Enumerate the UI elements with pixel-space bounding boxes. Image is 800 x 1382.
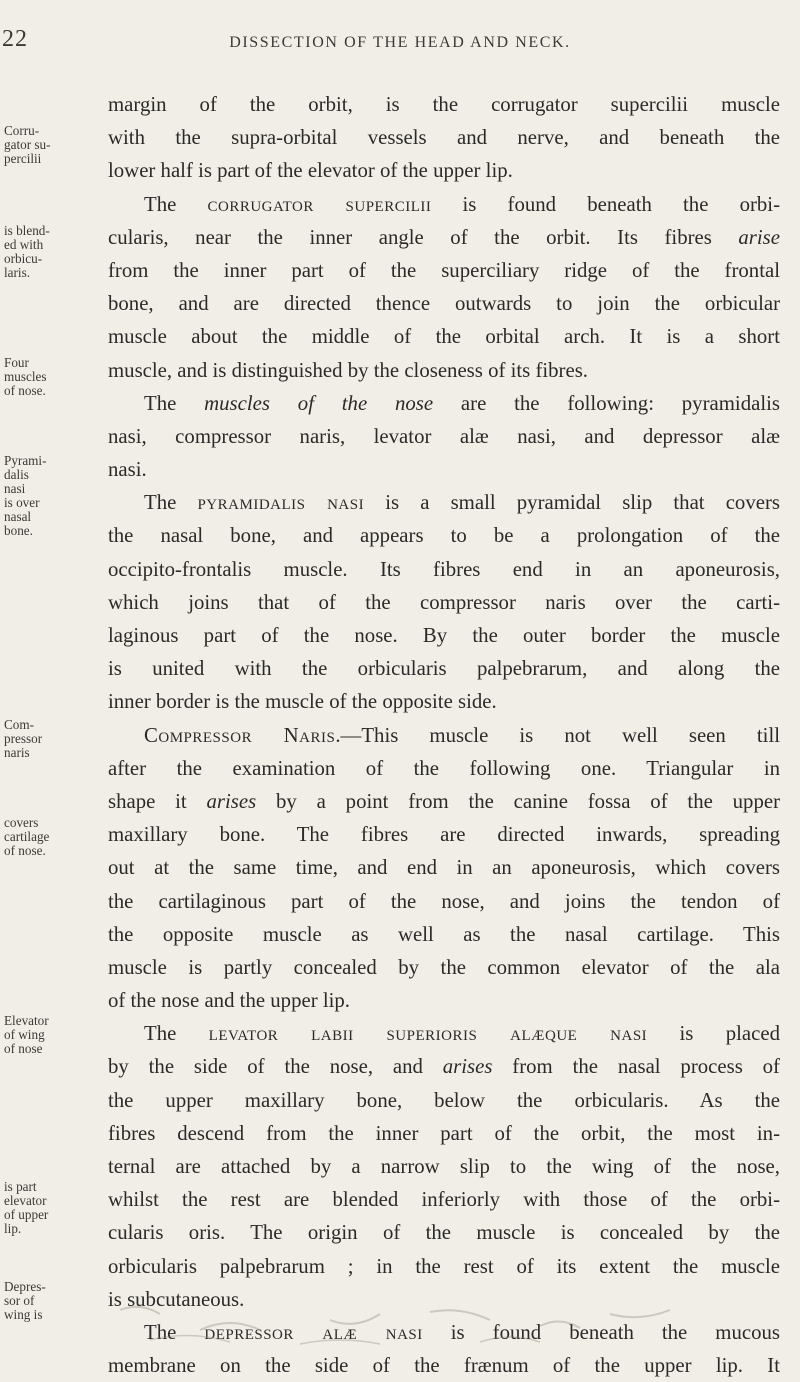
text-run: out at the same time, and end in an aponeurosis, which covers [108,856,780,880]
text-line [108,486,780,519]
text-line [108,387,780,420]
margin-note-depressor: Depres- sor of wing is [4,1279,46,1322]
text-line [108,652,780,685]
text-line [108,586,780,619]
small-caps-term: depressor alæ nasi [204,1320,423,1344]
text-run: are the following: pyramidalis [433,391,780,415]
text-line [108,154,780,187]
text-run: lower half is part of the elevator of the upper lip. [108,159,513,183]
italic-term: arises [442,1055,493,1079]
text-run: orbicularis palpebrarum ; in the rest of its extent the muscle [108,1254,780,1278]
running-head: DISSECTION OF THE HEAD AND NECK. [229,34,571,51]
margin-note-pyramidalis: Pyrami- dalis nasi is over nasal bone. [4,453,47,538]
text-line [108,1084,780,1117]
text-run: the nasal bone, and appears to be a prolongation of the [108,524,780,548]
text-line [108,1017,780,1050]
text-run: bone, and are directed thence outwards to join the orbicular [108,292,780,316]
text-run: after the examination of the following one. Triangular in [108,756,780,780]
text-line [108,1150,780,1183]
small-caps-term: Compressor Naris [144,723,336,747]
text-line [108,752,780,785]
text-run: occipito-frontalis muscle. Its fibres end in an aponeurosis, [108,557,780,581]
text-line [108,818,780,851]
text-run: is found beneath the orbi- [431,192,780,216]
text-run: is found beneath the mucous [422,1320,781,1344]
text-run: cularis oris. The origin of the muscle is concealed by the [108,1221,780,1245]
text-line [108,1250,780,1283]
text-line [108,453,780,486]
text-run: maxillary bone. The fibres are directed inwards, spreading [108,823,780,847]
text-run: the cartilaginous part of the nose, and joins the tendon of [108,889,780,913]
text-line [108,320,780,353]
text-run: The [144,1320,205,1344]
text-run: of the nose and the upper lip. [108,989,350,1013]
margin-note-blended: is blend- ed with orbicu- laris. [4,223,50,280]
text-run: ternal are attached by a narrow slip to the wing of the nose, [108,1155,780,1178]
text-run: from the inner part of the superciliary ridge of the frontal [108,258,780,282]
body-text [108,88,780,1382]
text-line [108,1183,780,1216]
margin-note-covers-cartilage: covers cartilage of nose. [4,815,50,858]
text-line [108,951,780,984]
text-run: membrane on the side of the frænum of the upper lip. It [108,1354,780,1378]
text-line [108,553,780,586]
text-run: the opposite muscle as well as the nasal cartilage. This [108,922,780,946]
text-run: fibres descend from the inner part of the orbit, the most in- [108,1121,780,1145]
text-line [108,354,780,387]
text-run: whilst the rest are blended inferiorly with those of the orbi- [108,1188,780,1212]
text-run: is a small pyramidal slip that covers [364,491,780,515]
text-line [108,1050,780,1083]
text-run: is subcutaneous. [108,1287,245,1311]
text-run: muscle about the middle of the orbital arch. It is a short [108,325,780,349]
text-run: by a point from the canine fossa of the upper [256,789,780,813]
text-run: with the supra-orbital vessels and nerve, and beneath the [108,126,780,150]
text-line [108,519,780,552]
text-line [108,918,780,951]
text-run: The [144,192,208,216]
text-line [108,221,780,254]
italic-term: arises [206,789,257,813]
text-line [108,1216,780,1249]
text-line [108,121,780,154]
text-run: from the nasal process of [492,1055,780,1079]
text-run: is united with the orbicularis palpebrarum, and along the [108,657,780,681]
text-run: nasi, compressor naris, levator alæ nasi, and depressor alæ [108,424,780,448]
text-line [108,785,780,818]
text-run: nasi. [108,458,147,482]
text-run: by the side of the nose, and [108,1055,443,1079]
text-run: which joins that of the compressor naris over the carti- [108,590,780,614]
text-line [108,287,780,320]
text-line [108,685,780,718]
text-run: .—This muscle is not well seen till [335,723,780,747]
text-line [108,851,780,884]
italic-term: arise [738,225,780,249]
text-run: cularis, near the inner angle of the orbit. Its fibres [108,225,739,249]
text-run: muscle is partly concealed by the common elevator of the ala [108,955,780,979]
text-line [108,1117,780,1150]
text-run: shape it [108,789,207,813]
margin-note-elevator-lip: is part elevator of upper lip. [4,1179,49,1236]
margin-note-compressor: Com- pressor naris [4,717,43,760]
text-run: laginous part of the nose. By the outer border the muscle [108,624,780,647]
bleed-through-marks [0,1300,800,1351]
text-run: The [144,1022,209,1046]
page-number: 22 [2,26,28,52]
small-caps-term: pyramidalis nasi [197,491,365,515]
text-run: is placed [647,1022,780,1046]
margin-note-corrugator: Corru- gator su- percilii [4,123,51,166]
text-run: inner border is the muscle of the opposite side. [108,690,497,714]
text-run: The [144,391,205,415]
text-line [108,188,780,221]
text-line [108,254,780,287]
margin-note-four-muscles: Four muscles of nose. [4,355,47,398]
text-line [108,420,780,453]
margin-note-elevator-wing: Elevator of wing of nose [4,1013,49,1056]
small-caps-term: corrugator supercilii [207,192,432,216]
text-line [108,984,780,1017]
text-run: The [144,491,198,515]
text-run: margin of the orbit, is the corrugator supercilii muscle [108,93,780,116]
italic-term: muscles of the nose [204,391,434,415]
text-run: the upper maxillary bone, below the orbicularis. As the [108,1088,780,1112]
text-run: muscle, and is distinguished by the closeness of its fibres. [108,358,588,382]
text-line [108,88,780,121]
text-line [108,719,780,752]
page-header [0,26,800,56]
text-line [108,1349,780,1382]
small-caps-term: levator labii superioris alæque nasi [208,1022,648,1046]
text-line [108,885,780,918]
text-line [108,619,780,652]
